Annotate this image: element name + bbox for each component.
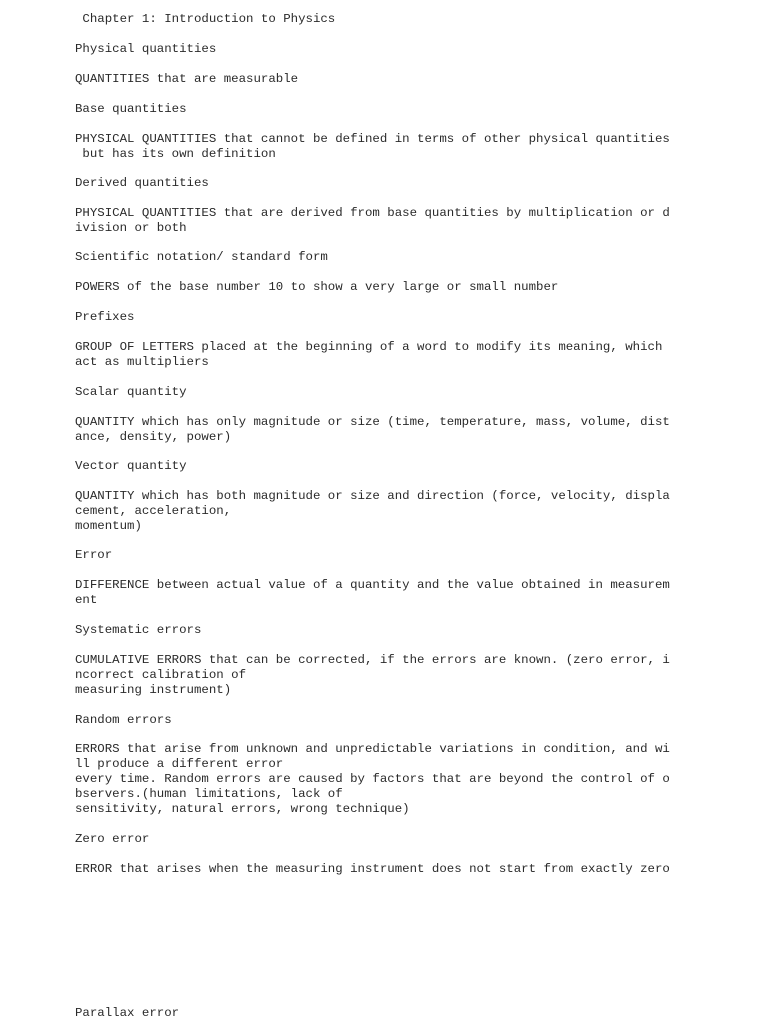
term-physical-quantities: Physical quantities: [75, 42, 217, 56]
term-vector-quantity: Vector quantity: [75, 459, 187, 473]
definition-line: ent: [75, 593, 98, 607]
definition-line: POWERS of the base number 10 to show a very large or small number: [75, 280, 559, 294]
term-derived-quantities: Derived quantities: [75, 176, 209, 190]
definition-line: sensitivity, natural errors, wrong technique): [75, 802, 410, 816]
definition-line: cement, acceleration,: [75, 504, 232, 518]
definition-line: but has its own definition: [75, 147, 276, 161]
definition-line: measuring instrument): [75, 683, 232, 697]
definition-line: QUANTITIES that are measurable: [75, 72, 299, 86]
term-scalar-quantity: Scalar quantity: [75, 385, 187, 399]
definition-line: ll produce a different error: [75, 757, 284, 771]
definition-line: QUANTITY which has only magnitude or size (time, temperature, mass, volume, dist: [75, 415, 670, 429]
definition-line: ncorrect calibration of: [75, 668, 247, 682]
definition-line: momentum): [75, 519, 142, 533]
definition-line: ERRORS that arise from unknown and unpredictable variations in condition, and wi: [75, 742, 670, 756]
term-systematic-errors: Systematic errors: [75, 623, 202, 637]
definition-line: ERROR that arises when the measuring instrument does not start from exactly zero: [75, 862, 670, 876]
chapter-title: Chapter 1: Introduction to Physics: [75, 12, 336, 26]
definition-line: every time. Random errors are caused by factors that are beyond the control of o: [75, 772, 670, 786]
term-zero-error: Zero error: [75, 832, 150, 846]
definition-line: ance, density, power): [75, 430, 232, 444]
term-base-quantities: Base quantities: [75, 102, 187, 116]
definition-line: act as multipliers: [75, 355, 209, 369]
term-random-errors: Random errors: [75, 713, 172, 727]
definition-line: CUMULATIVE ERRORS that can be corrected, if the errors are known. (zero error, i: [75, 653, 670, 667]
definition-line: GROUP OF LETTERS placed at the beginning of a word to modify its meaning, which: [75, 340, 663, 354]
definition-line: PHYSICAL QUANTITIES that are derived from base quantities by multiplication or d: [75, 206, 670, 220]
term-scientific-notation: Scientific notation/ standard form: [75, 250, 328, 264]
definition-line: QUANTITY which has both magnitude or size and direction (force, velocity, displa: [75, 489, 670, 503]
term-error: Error: [75, 548, 113, 562]
term-prefixes: Prefixes: [75, 310, 135, 324]
definition-line: ivision or both: [75, 221, 187, 235]
definition-line: PHYSICAL QUANTITIES that cannot be defined in terms of other physical quantities: [75, 132, 670, 146]
definition-line: bservers.(human limitations, lack of: [75, 787, 343, 801]
definition-line: DIFFERENCE between actual value of a quantity and the value obtained in measurem: [75, 578, 670, 592]
term-parallax-error: Parallax error: [75, 1006, 180, 1020]
